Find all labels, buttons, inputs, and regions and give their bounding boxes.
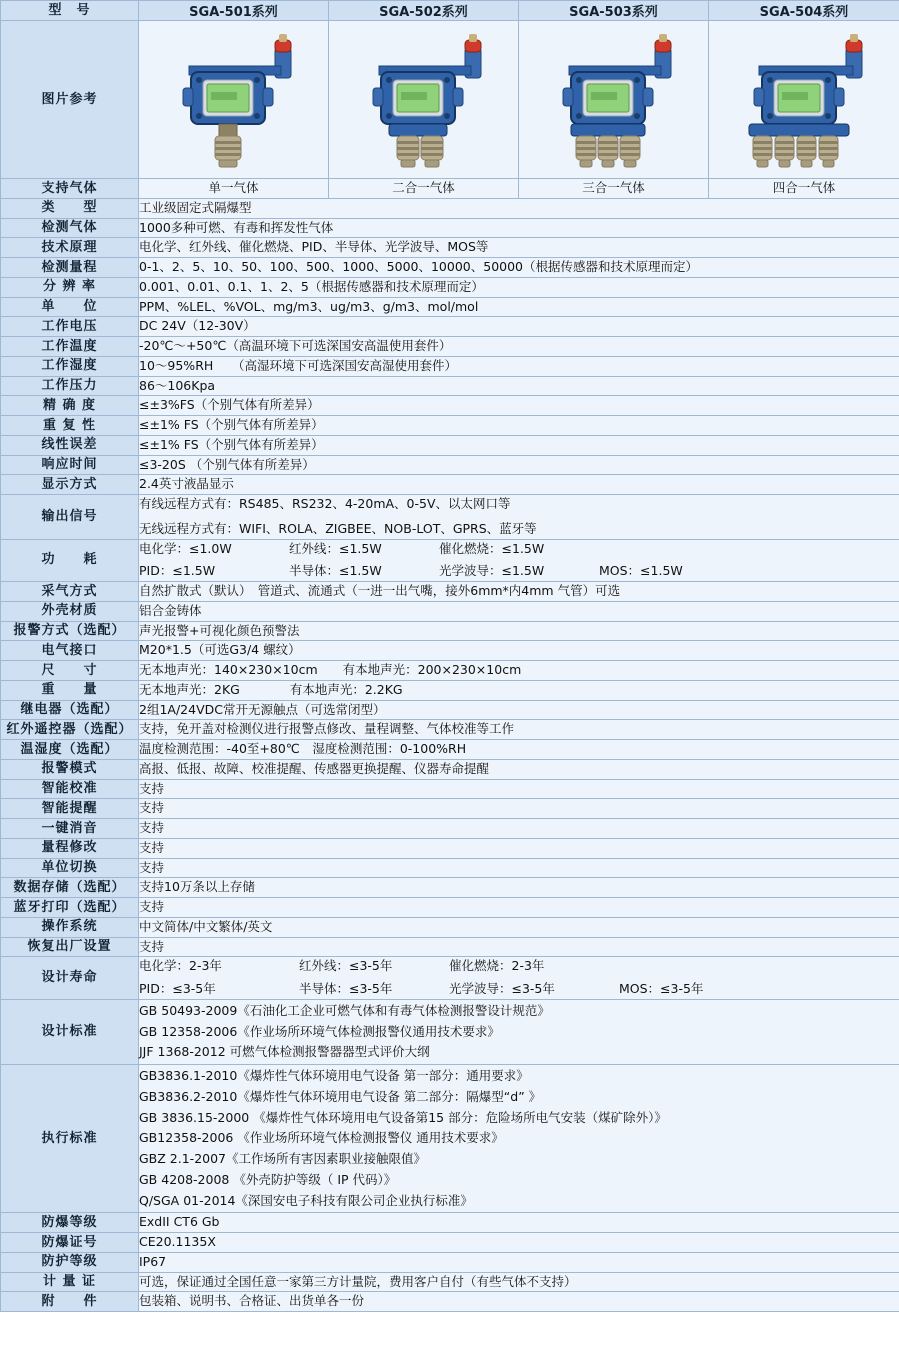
row-value-temp-humidity-option: 温度检测范围：-40至+80℃ 湿度检测范围：0-100%RH <box>139 740 899 760</box>
table-row-type <box>1 198 899 218</box>
table-row-resolution <box>1 277 899 297</box>
row-label-resolution: 分 辨 率 <box>1 277 139 297</box>
row-label-sampling: 采气方式 <box>1 582 139 602</box>
power-item-catalytic: 催化燃烧：≤1.5W <box>439 540 545 556</box>
row-label-accuracy: 精 确 度 <box>1 396 139 416</box>
power-item-optical: 光学波导：≤1.5W <box>439 563 545 579</box>
row-label-type: 类 型 <box>1 198 139 218</box>
life-item-catalytic: 催化燃烧：2-3年 <box>449 958 545 974</box>
model-cell-501: SGA-501系列 <box>139 1 329 21</box>
table-row-alarm-method <box>1 621 899 641</box>
power-item-blank <box>599 540 899 559</box>
table-row-response-time <box>1 455 899 475</box>
row-label-range: 检测量程 <box>1 258 139 278</box>
row-label-shell-material: 外壳材质 <box>1 601 139 621</box>
row-value-os: 中文简体/中文繁体/英文 <box>139 917 899 937</box>
row-label-display: 显示方式 <box>1 475 139 495</box>
table-row-smart-reminder <box>1 799 899 819</box>
table-row-metrology-certificate <box>1 1272 899 1292</box>
row-value-output-signal <box>139 495 899 540</box>
row-value-accuracy: ≤±3%FS（个别气体有所差异） <box>139 396 899 416</box>
row-label-principle: 技术原理 <box>1 238 139 258</box>
table-row-sampling <box>1 582 899 602</box>
table-row-alarm-mode <box>1 759 899 779</box>
power-item-ir: 红外线：≤1.5W <box>289 540 382 556</box>
row-label-design-life: 设计寿命 <box>1 957 139 1000</box>
row-value-data-storage: 支持10万条以上存储 <box>139 878 899 898</box>
table-row-principle <box>1 238 899 258</box>
row-value-range-modify: 支持 <box>139 838 899 858</box>
row-label-factory-reset: 恢复出厂设置 <box>1 937 139 957</box>
life-item-mos: MOS：≤3-5年 <box>619 981 704 996</box>
row-value-temperature: -20℃～+50℃（高温环境下可选深国安高温使用套件） <box>139 337 899 357</box>
row-value-sampling: 自然扩散式（默认） 管道式、流通式（一进一出气嘴，接外6mm*内4mm 气管）可选 <box>139 582 899 602</box>
row-label-humidity: 工作湿度 <box>1 356 139 376</box>
row-value-alarm-method: 声光报警+可视化颜色预警法 <box>139 621 899 641</box>
table-row-output-signal <box>1 495 899 540</box>
table-row-temperature <box>1 337 899 357</box>
row-label-size: 尺 寸 <box>1 661 139 681</box>
row-value-display: 2.4英寸液晶显示 <box>139 475 899 495</box>
row-label-model: 型 号 <box>1 1 139 21</box>
output-line-wired: 有线远程方式有：RS485、RS232、4-20mA、0-5V、以太网口等 <box>139 496 511 511</box>
row-label-metrology-certificate: 计 量 证 <box>1 1272 139 1292</box>
table-row-pressure <box>1 376 899 396</box>
row-label-accessories: 附 件 <box>1 1292 139 1312</box>
gas-detector-icon-3 <box>529 26 699 174</box>
row-value-design-life <box>139 957 899 1000</box>
table-row-factory-reset <box>1 937 899 957</box>
power-item-mos: MOS：≤1.5W <box>599 563 683 579</box>
row-label-electrical-interface: 电气接口 <box>1 641 139 661</box>
row-value-smart-reminder: 支持 <box>139 799 899 819</box>
table-row-electrical-interface <box>1 641 899 661</box>
exec-std-line-5: GBZ 2.1-2007《工作场所有害因素职业接触限值》 <box>139 1151 427 1166</box>
row-label-temp-humidity-option: 温湿度（选配） <box>1 740 139 760</box>
design-std-line-3: JJF 1368-2012 可燃气体检测报警器器型式评价大纲 <box>139 1044 430 1060</box>
table-row-power <box>1 539 899 582</box>
row-label-repeatability: 重 复 性 <box>1 416 139 436</box>
row-value-ex-grade: ExdII CT6 Gb <box>139 1213 899 1233</box>
row-label-unit: 单 位 <box>1 297 139 317</box>
row-label-range-modify: 量程修改 <box>1 838 139 858</box>
row-label-response-time: 响应时间 <box>1 455 139 475</box>
row-value-electrical-interface: M20*1.5（可选G3/4 螺纹） <box>139 641 899 661</box>
exec-std-line-3: GB 3836.15-2000 《爆炸性气体环境用电气设备第15 部分：危险场所电气安装（煤矿除外）》 <box>139 1109 667 1125</box>
gas-detector-icon-4 <box>717 26 892 174</box>
row-label-linearity: 线性误差 <box>1 435 139 455</box>
table-row-ir-remote <box>1 720 899 740</box>
row-value-linearity: ≤±1% FS（个别气体有所差异） <box>139 435 899 455</box>
row-label-smart-calibration: 智能校准 <box>1 779 139 799</box>
table-row-voltage <box>1 317 899 337</box>
life-item-ir: 红外线：≤3-5年 <box>299 958 393 974</box>
row-value-voltage: DC 24V（12-30V） <box>139 317 899 337</box>
table-row-model <box>1 1 899 21</box>
table-row-display <box>1 475 899 495</box>
table-row-shell-material <box>1 601 899 621</box>
row-label-temperature: 工作温度 <box>1 337 139 357</box>
table-row-ex-certificate <box>1 1233 899 1253</box>
table-row-temp-humidity-option <box>1 740 899 760</box>
row-value-ip-grade: IP67 <box>139 1252 899 1272</box>
row-value-pressure: 86～106Kpa <box>139 376 899 396</box>
table-row-design-standard <box>1 999 899 1064</box>
table-row-linearity <box>1 435 899 455</box>
row-value-size: 无本地声光：140×230×10cm 有本地声光：200×230×10cm <box>139 661 899 681</box>
model-cell-502: SGA-502系列 <box>329 1 519 21</box>
row-value-bluetooth-print: 支持 <box>139 898 899 918</box>
row-label-design-standard: 设计标准 <box>1 999 139 1064</box>
product-image-503 <box>519 21 709 179</box>
row-label-alarm-mode: 报警模式 <box>1 759 139 779</box>
exec-std-line-1: GB3836.1-2010《爆炸性气体环境用电气设备 第一部分：通用要求》 <box>139 1068 529 1083</box>
row-value-unit-switch: 支持 <box>139 858 899 878</box>
design-std-line-2: GB 12358-2006《作业场所环境气体检测报警仪通用技术要求》 <box>139 1023 500 1039</box>
table-row-one-key-mute <box>1 819 899 839</box>
gas-support-504: 四合一气体 <box>709 179 899 199</box>
row-value-design-standard <box>139 999 899 1064</box>
row-value-ex-certificate: CE20.1135X <box>139 1233 899 1253</box>
row-label-pressure: 工作压力 <box>1 376 139 396</box>
row-label-ex-certificate: 防爆证号 <box>1 1233 139 1253</box>
row-value-range: 0-1、2、5、10、50、100、500、1000、5000、10000、50000（根据传感器和技术原理而定） <box>139 258 899 278</box>
life-item-ec: 电化学：2-3年 <box>139 958 222 974</box>
table-row-size <box>1 661 899 681</box>
product-image-504 <box>709 21 899 179</box>
row-label-one-key-mute: 一键消音 <box>1 819 139 839</box>
row-value-exec-standard <box>139 1065 899 1213</box>
table-row-accessories <box>1 1292 899 1312</box>
row-value-accessories: 包装箱、说明书、合格证、出货单各一份 <box>139 1292 899 1312</box>
row-value-principle: 电化学、红外线、催化燃烧、PID、半导体、光学波导、MOS等 <box>139 238 899 258</box>
table-row-exec-standard <box>1 1065 899 1213</box>
row-value-alarm-mode: 高报、低报、故障、校准提醒、传感器更换提醒、仪器寿命提醒 <box>139 759 899 779</box>
table-row-unit <box>1 297 899 317</box>
power-item-ec: 电化学：≤1.0W <box>139 540 232 556</box>
exec-std-line-6: GB 4208-2008 《外壳防护等级（ IP 代码）》 <box>139 1171 397 1187</box>
table-row-range <box>1 258 899 278</box>
table-row-weight <box>1 680 899 700</box>
power-item-semiconductor: 半导体：≤1.5W <box>289 563 382 579</box>
table-row-relay <box>1 700 899 720</box>
row-label-unit-switch: 单位切换 <box>1 858 139 878</box>
table-row-humidity <box>1 356 899 376</box>
exec-std-line-7: Q/SGA 01-2014《深国安电子科技有限公司企业执行标准》 <box>139 1192 473 1208</box>
row-value-shell-material: 铝合金铸体 <box>139 601 899 621</box>
table-row-unit-switch <box>1 858 899 878</box>
gas-support-502: 二合一气体 <box>329 179 519 199</box>
table-row-ex-grade <box>1 1213 899 1233</box>
row-value-humidity: 10～95%RH （高湿环境下可选深国安高湿使用套件） <box>139 356 899 376</box>
life-item-semiconductor: 半导体：≤3-5年 <box>299 981 393 996</box>
table-row-data-storage <box>1 878 899 898</box>
row-label-images: 图片参考 <box>1 21 139 179</box>
table-row-os <box>1 917 899 937</box>
power-item-pid: PID：≤1.5W <box>139 563 216 579</box>
row-value-relay: 2组1A/24VDC常开无源触点（可选常闭型） <box>139 700 899 720</box>
row-value-smart-calibration: 支持 <box>139 779 899 799</box>
row-value-one-key-mute: 支持 <box>139 819 899 839</box>
row-value-detect-gas: 1000多种可燃、有毒和挥发性气体 <box>139 218 899 238</box>
row-value-type: 工业级固定式隔爆型 <box>139 198 899 218</box>
table-row-smart-calibration <box>1 779 899 799</box>
row-label-power: 功 耗 <box>1 539 139 582</box>
row-value-factory-reset: 支持 <box>139 937 899 957</box>
gas-detector-icon-1 <box>149 26 319 174</box>
life-item-optical: 光学波导：≤3-5年 <box>449 981 555 996</box>
product-image-502 <box>329 21 519 179</box>
row-label-data-storage: 数据存储（选配） <box>1 878 139 898</box>
row-value-repeatability: ≤±1% FS（个别气体有所差异） <box>139 416 899 436</box>
row-value-ir-remote: 支持，免开盖对检测仪进行报警点修改、量程调整、气体校准等工作 <box>139 720 899 740</box>
table-row-repeatability <box>1 416 899 436</box>
row-label-ip-grade: 防护等级 <box>1 1252 139 1272</box>
row-value-unit: PPM、%LEL、%VOL、mg/m3、ug/m3、g/m3、mol/mol <box>139 297 899 317</box>
gas-support-503: 三合一气体 <box>519 179 709 199</box>
gas-support-501: 单一气体 <box>139 179 329 199</box>
row-label-voltage: 工作电压 <box>1 317 139 337</box>
row-value-metrology-certificate: 可选，保证通过全国任意一家第三方计量院，费用客户自付（有些气体不支持） <box>139 1272 899 1292</box>
row-value-power <box>139 539 899 582</box>
table-row-range-modify <box>1 838 899 858</box>
table-row-design-life <box>1 957 899 1000</box>
row-label-os: 操作系统 <box>1 917 139 937</box>
exec-std-line-4: GB12358-2006 《作业场所环境气体检测报警仪 通用技术要求》 <box>139 1130 504 1146</box>
row-label-weight: 重 量 <box>1 680 139 700</box>
table-row-detect-gas <box>1 218 899 238</box>
gas-detector-icon-2 <box>339 26 509 174</box>
model-cell-504: SGA-504系列 <box>709 1 899 21</box>
exec-std-line-2: GB3836.2-2010《爆炸性气体环境用电气设备 第二部分：隔爆型“d” 》 <box>139 1088 542 1104</box>
life-item-blank <box>619 957 899 976</box>
table-row-ip-grade <box>1 1252 899 1272</box>
life-item-pid: PID：≤3-5年 <box>139 981 216 996</box>
row-label-gas-support: 支持气体 <box>1 179 139 199</box>
row-label-output-signal: 输出信号 <box>1 495 139 540</box>
row-label-detect-gas: 检测气体 <box>1 218 139 238</box>
row-label-ir-remote: 红外遥控器（选配） <box>1 720 139 740</box>
row-label-alarm-method: 报警方式（选配） <box>1 621 139 641</box>
model-cell-503: SGA-503系列 <box>519 1 709 21</box>
table-row-bluetooth-print <box>1 898 899 918</box>
table-row-accuracy <box>1 396 899 416</box>
table-row-images <box>1 21 899 179</box>
row-value-weight: 无本地声光：2KG 有本地声光：2.2KG <box>139 680 899 700</box>
row-label-smart-reminder: 智能提醒 <box>1 799 139 819</box>
row-label-ex-grade: 防爆等级 <box>1 1213 139 1233</box>
row-value-response-time: ≤3-20S （个别气体有所差异） <box>139 455 899 475</box>
row-label-relay: 继电器（选配） <box>1 700 139 720</box>
row-label-bluetooth-print: 蓝牙打印（选配） <box>1 898 139 918</box>
output-line-wireless: 无线远程方式有：WIFI、ROLA、ZIGBEE、NOB-LOT、GPRS、蓝牙等 <box>139 520 537 536</box>
table-row-gas-support <box>1 179 899 199</box>
row-label-exec-standard: 执行标准 <box>1 1065 139 1213</box>
product-image-501 <box>139 21 329 179</box>
row-value-resolution: 0.001、0.01、0.1、1、2、5（根据传感器和技术原理而定） <box>139 277 899 297</box>
design-std-line-1: GB 50493-2009《石油化工企业可燃气体和有毒气体检测报警设计规范》 <box>139 1002 550 1018</box>
